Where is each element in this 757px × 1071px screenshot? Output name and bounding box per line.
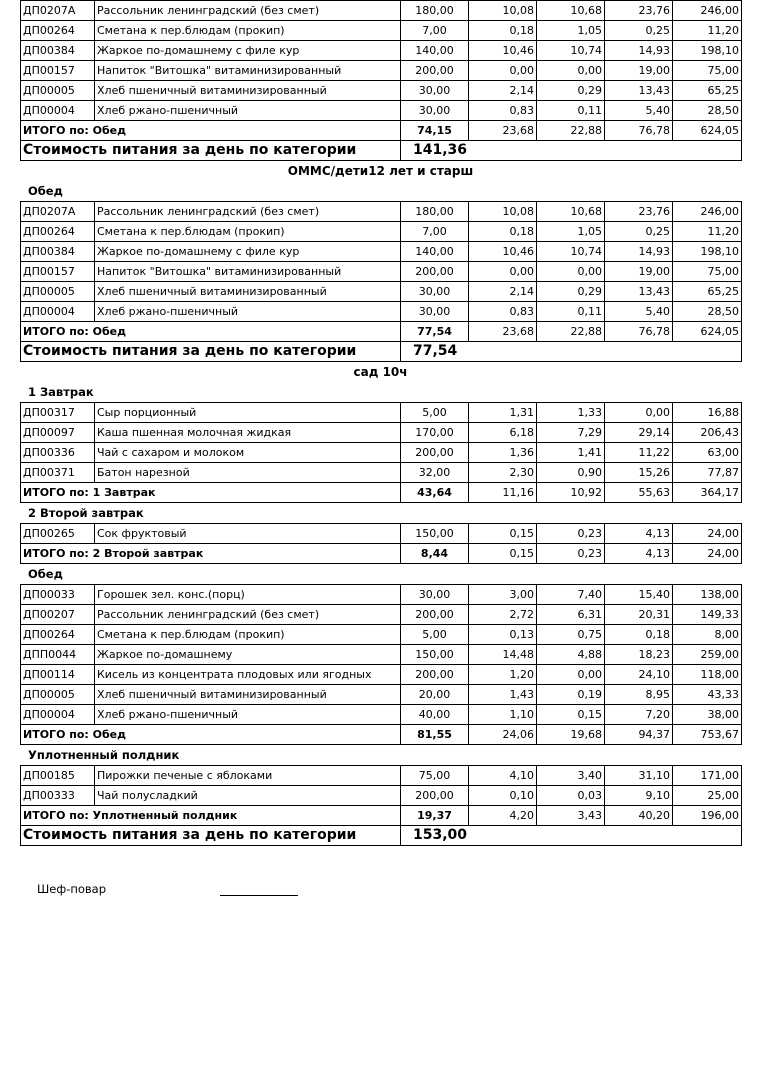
dish-name-cell: Хлеб ржано-пшеничный [95, 101, 401, 121]
protein-cell: 2,14 [469, 81, 537, 101]
total-protein-cell: 23,68 [469, 322, 537, 342]
fat-cell: 0,00 [537, 665, 605, 685]
dish-code-cell: ДП0207А [21, 202, 95, 222]
total-protein-cell: 4,20 [469, 806, 537, 826]
total-portion-weight-cell: 8,44 [401, 544, 469, 564]
calories-cell: 77,87 [673, 463, 742, 483]
portion-weight-cell: 32,00 [401, 463, 469, 483]
dish-name-cell: Хлеб пшеничный витаминизированный [95, 685, 401, 705]
dish-name-cell: Чай с сахаром и молоком [95, 443, 401, 463]
fat-cell: 0,00 [537, 61, 605, 81]
fat-cell: 3,40 [537, 766, 605, 786]
fat-cell: 7,29 [537, 423, 605, 443]
dish-code-cell: ДП00005 [21, 685, 95, 705]
protein-cell: 0,15 [469, 524, 537, 544]
calories-cell: 11,20 [673, 222, 742, 242]
total-carbs-cell: 94,37 [605, 725, 673, 745]
carbs-cell: 4,13 [605, 524, 673, 544]
dish-name-cell: Каша пшенная молочная жидкая [95, 423, 401, 443]
signature-line [220, 895, 298, 896]
protein-cell: 1,31 [469, 403, 537, 423]
menu-table [20, 584, 742, 745]
portion-weight-cell: 170,00 [401, 423, 469, 443]
dish-code-cell: ДП00157 [21, 262, 95, 282]
menu-table [20, 201, 742, 362]
calories-cell: 75,00 [673, 61, 742, 81]
portion-weight-cell: 75,00 [401, 766, 469, 786]
protein-cell: 1,10 [469, 705, 537, 725]
calories-cell: 24,00 [673, 524, 742, 544]
protein-cell: 10,08 [469, 202, 537, 222]
meal-section-label: Обед [28, 567, 63, 581]
total-portion-weight-cell: 19,37 [401, 806, 469, 826]
fat-cell: 7,40 [537, 585, 605, 605]
fat-cell: 1,33 [537, 403, 605, 423]
table-row [21, 645, 742, 665]
protein-cell: 1,36 [469, 443, 537, 463]
protein-cell: 1,20 [469, 665, 537, 685]
carbs-cell: 29,14 [605, 423, 673, 443]
total-calories-cell: 624,05 [673, 121, 742, 141]
dish-code-cell: ДП0207А [21, 1, 95, 21]
total-row [21, 322, 742, 342]
calories-cell: 28,50 [673, 101, 742, 121]
table-row [21, 705, 742, 725]
fat-cell: 4,88 [537, 645, 605, 665]
total-label: ИТОГО по: 1 Завтрак [21, 483, 401, 503]
total-row [21, 725, 742, 745]
dish-name-cell: Сыр порционный [95, 403, 401, 423]
fat-cell: 6,31 [537, 605, 605, 625]
protein-cell: 0,10 [469, 786, 537, 806]
calories-cell: 43,33 [673, 685, 742, 705]
table-row [21, 61, 742, 81]
carbs-cell: 14,93 [605, 41, 673, 61]
dish-code-cell: ДП00004 [21, 705, 95, 725]
total-calories-cell: 24,00 [673, 544, 742, 564]
protein-cell: 2,72 [469, 605, 537, 625]
dish-name-cell: Хлеб пшеничный витаминизированный [95, 81, 401, 101]
daily-cost-row [21, 141, 742, 161]
dish-code-cell: ДП00264 [21, 625, 95, 645]
meal-section-label: 1 Завтрак [28, 385, 94, 399]
carbs-cell: 15,40 [605, 585, 673, 605]
total-protein-cell: 11,16 [469, 483, 537, 503]
meal-section-label: Уплотненный полдник [28, 748, 180, 762]
carbs-cell: 23,76 [605, 202, 673, 222]
total-carbs-cell: 76,78 [605, 121, 673, 141]
category-title: сад 10ч [353, 365, 408, 379]
dish-name-cell: Кисель из концентрата плодовых или ягодных [95, 665, 401, 685]
table-row [21, 41, 742, 61]
dish-name-cell: Сметана к пер.блюдам (прокип) [95, 21, 401, 41]
calories-cell: 65,25 [673, 282, 742, 302]
carbs-cell: 19,00 [605, 61, 673, 81]
fat-cell: 0,29 [537, 81, 605, 101]
fat-cell: 0,75 [537, 625, 605, 645]
portion-weight-cell: 200,00 [401, 786, 469, 806]
total-row [21, 483, 742, 503]
dish-code-cell: ДПП0044 [21, 645, 95, 665]
table-row [21, 443, 742, 463]
fat-cell: 0,90 [537, 463, 605, 483]
calories-cell: 11,20 [673, 21, 742, 41]
carbs-cell: 14,93 [605, 242, 673, 262]
portion-weight-cell: 200,00 [401, 262, 469, 282]
carbs-cell: 23,76 [605, 1, 673, 21]
total-fat-cell: 22,88 [537, 322, 605, 342]
dish-name-cell: Напиток "Витошка" витаминизированный [95, 61, 401, 81]
carbs-cell: 18,23 [605, 645, 673, 665]
protein-cell: 3,00 [469, 585, 537, 605]
protein-cell: 0,83 [469, 302, 537, 322]
portion-weight-cell: 30,00 [401, 101, 469, 121]
fat-cell: 1,05 [537, 21, 605, 41]
portion-weight-cell: 140,00 [401, 41, 469, 61]
dish-name-cell: Сок фруктовый [95, 524, 401, 544]
protein-cell: 1,43 [469, 685, 537, 705]
total-label: ИТОГО по: Обед [21, 725, 401, 745]
total-carbs-cell: 55,63 [605, 483, 673, 503]
total-fat-cell: 19,68 [537, 725, 605, 745]
dish-code-cell: ДП00185 [21, 766, 95, 786]
total-fat-cell: 10,92 [537, 483, 605, 503]
dish-name-cell: Хлеб пшеничный витаминизированный [95, 282, 401, 302]
dish-name-cell: Чай полусладкий [95, 786, 401, 806]
portion-weight-cell: 140,00 [401, 242, 469, 262]
table-row [21, 21, 742, 41]
dish-code-cell: ДП00371 [21, 463, 95, 483]
carbs-cell: 15,26 [605, 463, 673, 483]
table-row [21, 403, 742, 423]
daily-cost-row [21, 342, 742, 362]
carbs-cell: 0,25 [605, 21, 673, 41]
protein-cell: 0,00 [469, 262, 537, 282]
table-row [21, 262, 742, 282]
protein-cell: 2,14 [469, 282, 537, 302]
dish-code-cell: ДП00097 [21, 423, 95, 443]
total-fat-cell: 22,88 [537, 121, 605, 141]
carbs-cell: 0,25 [605, 222, 673, 242]
table-row [21, 665, 742, 685]
daily-cost-row [21, 826, 742, 846]
dish-code-cell: ДП00033 [21, 585, 95, 605]
portion-weight-cell: 40,00 [401, 705, 469, 725]
dish-name-cell: Рассольник ленинградский (без смет) [95, 1, 401, 21]
table-row [21, 685, 742, 705]
calories-cell: 149,33 [673, 605, 742, 625]
calories-cell: 8,00 [673, 625, 742, 645]
fat-cell: 1,41 [537, 443, 605, 463]
protein-cell: 14,48 [469, 645, 537, 665]
fat-cell: 0,00 [537, 262, 605, 282]
menu-table [20, 765, 742, 846]
fat-cell: 10,74 [537, 41, 605, 61]
total-portion-weight-cell: 77,54 [401, 322, 469, 342]
portion-weight-cell: 200,00 [401, 605, 469, 625]
table-row [21, 423, 742, 443]
meal-section-label: 2 Второй завтрак [28, 506, 144, 520]
menu-report-page [20, 0, 741, 846]
portion-weight-cell: 30,00 [401, 302, 469, 322]
portion-weight-cell: 7,00 [401, 21, 469, 41]
total-portion-weight-cell: 43,64 [401, 483, 469, 503]
fat-cell: 1,05 [537, 222, 605, 242]
fat-cell: 10,68 [537, 202, 605, 222]
fat-cell: 0,11 [537, 302, 605, 322]
dish-name-cell: Жаркое по-домашнему [95, 645, 401, 665]
dish-name-cell: Батон нарезной [95, 463, 401, 483]
dish-name-cell: Рассольник ленинградский (без смет) [95, 202, 401, 222]
dish-code-cell: ДП00384 [21, 242, 95, 262]
portion-weight-cell: 30,00 [401, 282, 469, 302]
calories-cell: 75,00 [673, 262, 742, 282]
dish-name-cell: Горошек зел. конс.(порц) [95, 585, 401, 605]
table-row [21, 605, 742, 625]
protein-cell: 0,83 [469, 101, 537, 121]
carbs-cell: 8,95 [605, 685, 673, 705]
total-carbs-cell: 4,13 [605, 544, 673, 564]
fat-cell: 0,11 [537, 101, 605, 121]
total-portion-weight-cell: 81,55 [401, 725, 469, 745]
protein-cell: 10,46 [469, 41, 537, 61]
dish-code-cell: ДП00004 [21, 101, 95, 121]
carbs-cell: 9,10 [605, 786, 673, 806]
portion-weight-cell: 30,00 [401, 585, 469, 605]
dish-name-cell: Пирожки печеные с яблоками [95, 766, 401, 786]
dish-name-cell: Рассольник ленинградский (без смет) [95, 605, 401, 625]
dish-code-cell: ДП00264 [21, 222, 95, 242]
total-label: ИТОГО по: Уплотненный полдник [21, 806, 401, 826]
carbs-cell: 5,40 [605, 101, 673, 121]
dish-name-cell: Сметана к пер.блюдам (прокип) [95, 222, 401, 242]
protein-cell: 10,08 [469, 1, 537, 21]
dish-name-cell: Жаркое по-домашнему с филе кур [95, 242, 401, 262]
carbs-cell: 13,43 [605, 282, 673, 302]
portion-weight-cell: 200,00 [401, 61, 469, 81]
dish-code-cell: ДП00005 [21, 282, 95, 302]
dish-code-cell: ДП00157 [21, 61, 95, 81]
dish-name-cell: Хлеб ржано-пшеничный [95, 705, 401, 725]
daily-cost-value: 77,54 [401, 342, 742, 362]
dish-name-cell: Жаркое по-домашнему с филе кур [95, 41, 401, 61]
menu-table [20, 0, 742, 161]
calories-cell: 198,10 [673, 41, 742, 61]
portion-weight-cell: 180,00 [401, 1, 469, 21]
carbs-cell: 20,31 [605, 605, 673, 625]
total-carbs-cell: 76,78 [605, 322, 673, 342]
total-row [21, 544, 742, 564]
dish-name-cell: Напиток "Витошка" витаминизированный [95, 262, 401, 282]
portion-weight-cell: 5,00 [401, 403, 469, 423]
table-row [21, 81, 742, 101]
carbs-cell: 5,40 [605, 302, 673, 322]
carbs-cell: 7,20 [605, 705, 673, 725]
table-row [21, 242, 742, 262]
total-calories-cell: 753,67 [673, 725, 742, 745]
fat-cell: 0,23 [537, 524, 605, 544]
fat-cell: 0,29 [537, 282, 605, 302]
calories-cell: 246,00 [673, 202, 742, 222]
total-row [21, 121, 742, 141]
table-row [21, 625, 742, 645]
fat-cell: 0,19 [537, 685, 605, 705]
dish-name-cell: Хлеб ржано-пшеничный [95, 302, 401, 322]
table-row [21, 1, 742, 21]
total-protein-cell: 23,68 [469, 121, 537, 141]
daily-cost-label: Стоимость питания за день по категории [21, 826, 401, 846]
table-row [21, 766, 742, 786]
dish-code-cell: ДП00384 [21, 41, 95, 61]
calories-cell: 63,00 [673, 443, 742, 463]
dish-name-cell: Сметана к пер.блюдам (прокип) [95, 625, 401, 645]
category-title: ОММС/дети12 лет и старш [287, 164, 474, 178]
menu-table [20, 523, 742, 564]
carbs-cell: 13,43 [605, 81, 673, 101]
carbs-cell: 19,00 [605, 262, 673, 282]
calories-cell: 138,00 [673, 585, 742, 605]
calories-cell: 25,00 [673, 786, 742, 806]
table-row [21, 222, 742, 242]
total-fat-cell: 3,43 [537, 806, 605, 826]
dish-code-cell: ДП00005 [21, 81, 95, 101]
calories-cell: 246,00 [673, 1, 742, 21]
protein-cell: 0,18 [469, 222, 537, 242]
table-row [21, 302, 742, 322]
daily-cost-value: 141,36 [401, 141, 742, 161]
table-row [21, 202, 742, 222]
total-calories-cell: 624,05 [673, 322, 742, 342]
dish-code-cell: ДП00114 [21, 665, 95, 685]
dish-code-cell: ДП00207 [21, 605, 95, 625]
carbs-cell: 0,00 [605, 403, 673, 423]
daily-cost-label: Стоимость питания за день по категории [21, 141, 401, 161]
protein-cell: 6,18 [469, 423, 537, 443]
total-protein-cell: 0,15 [469, 544, 537, 564]
portion-weight-cell: 200,00 [401, 665, 469, 685]
menu-table [20, 402, 742, 503]
daily-cost-label: Стоимость питания за день по категории [21, 342, 401, 362]
dish-code-cell: ДП00333 [21, 786, 95, 806]
table-row [21, 786, 742, 806]
dish-code-cell: ДП00336 [21, 443, 95, 463]
portion-weight-cell: 30,00 [401, 81, 469, 101]
calories-cell: 171,00 [673, 766, 742, 786]
total-fat-cell: 0,23 [537, 544, 605, 564]
total-portion-weight-cell: 74,15 [401, 121, 469, 141]
protein-cell: 0,00 [469, 61, 537, 81]
calories-cell: 259,00 [673, 645, 742, 665]
dish-code-cell: ДП00265 [21, 524, 95, 544]
signature-label: Шеф-повар [37, 882, 107, 896]
protein-cell: 0,13 [469, 625, 537, 645]
table-row [21, 524, 742, 544]
carbs-cell: 31,10 [605, 766, 673, 786]
protein-cell: 0,18 [469, 21, 537, 41]
total-carbs-cell: 40,20 [605, 806, 673, 826]
fat-cell: 10,68 [537, 1, 605, 21]
protein-cell: 10,46 [469, 242, 537, 262]
fat-cell: 0,03 [537, 786, 605, 806]
protein-cell: 2,30 [469, 463, 537, 483]
fat-cell: 0,15 [537, 705, 605, 725]
dish-code-cell: ДП00004 [21, 302, 95, 322]
calories-cell: 118,00 [673, 665, 742, 685]
portion-weight-cell: 7,00 [401, 222, 469, 242]
dish-code-cell: ДП00264 [21, 21, 95, 41]
total-label: ИТОГО по: 2 Второй завтрак [21, 544, 401, 564]
calories-cell: 16,88 [673, 403, 742, 423]
portion-weight-cell: 200,00 [401, 443, 469, 463]
total-label: ИТОГО по: Обед [21, 121, 401, 141]
calories-cell: 198,10 [673, 242, 742, 262]
meal-section-label: Обед [28, 184, 63, 198]
protein-cell: 4,10 [469, 766, 537, 786]
total-calories-cell: 364,17 [673, 483, 742, 503]
carbs-cell: 24,10 [605, 665, 673, 685]
carbs-cell: 11,22 [605, 443, 673, 463]
portion-weight-cell: 5,00 [401, 625, 469, 645]
total-protein-cell: 24,06 [469, 725, 537, 745]
total-calories-cell: 196,00 [673, 806, 742, 826]
calories-cell: 28,50 [673, 302, 742, 322]
table-row [21, 282, 742, 302]
table-row [21, 101, 742, 121]
portion-weight-cell: 150,00 [401, 524, 469, 544]
portion-weight-cell: 20,00 [401, 685, 469, 705]
table-row [21, 463, 742, 483]
dish-code-cell: ДП00317 [21, 403, 95, 423]
calories-cell: 38,00 [673, 705, 742, 725]
calories-cell: 65,25 [673, 81, 742, 101]
daily-cost-value: 153,00 [401, 826, 742, 846]
calories-cell: 206,43 [673, 423, 742, 443]
table-row [21, 585, 742, 605]
carbs-cell: 0,18 [605, 625, 673, 645]
fat-cell: 10,74 [537, 242, 605, 262]
total-row [21, 806, 742, 826]
total-label: ИТОГО по: Обед [21, 322, 401, 342]
portion-weight-cell: 180,00 [401, 202, 469, 222]
portion-weight-cell: 150,00 [401, 645, 469, 665]
